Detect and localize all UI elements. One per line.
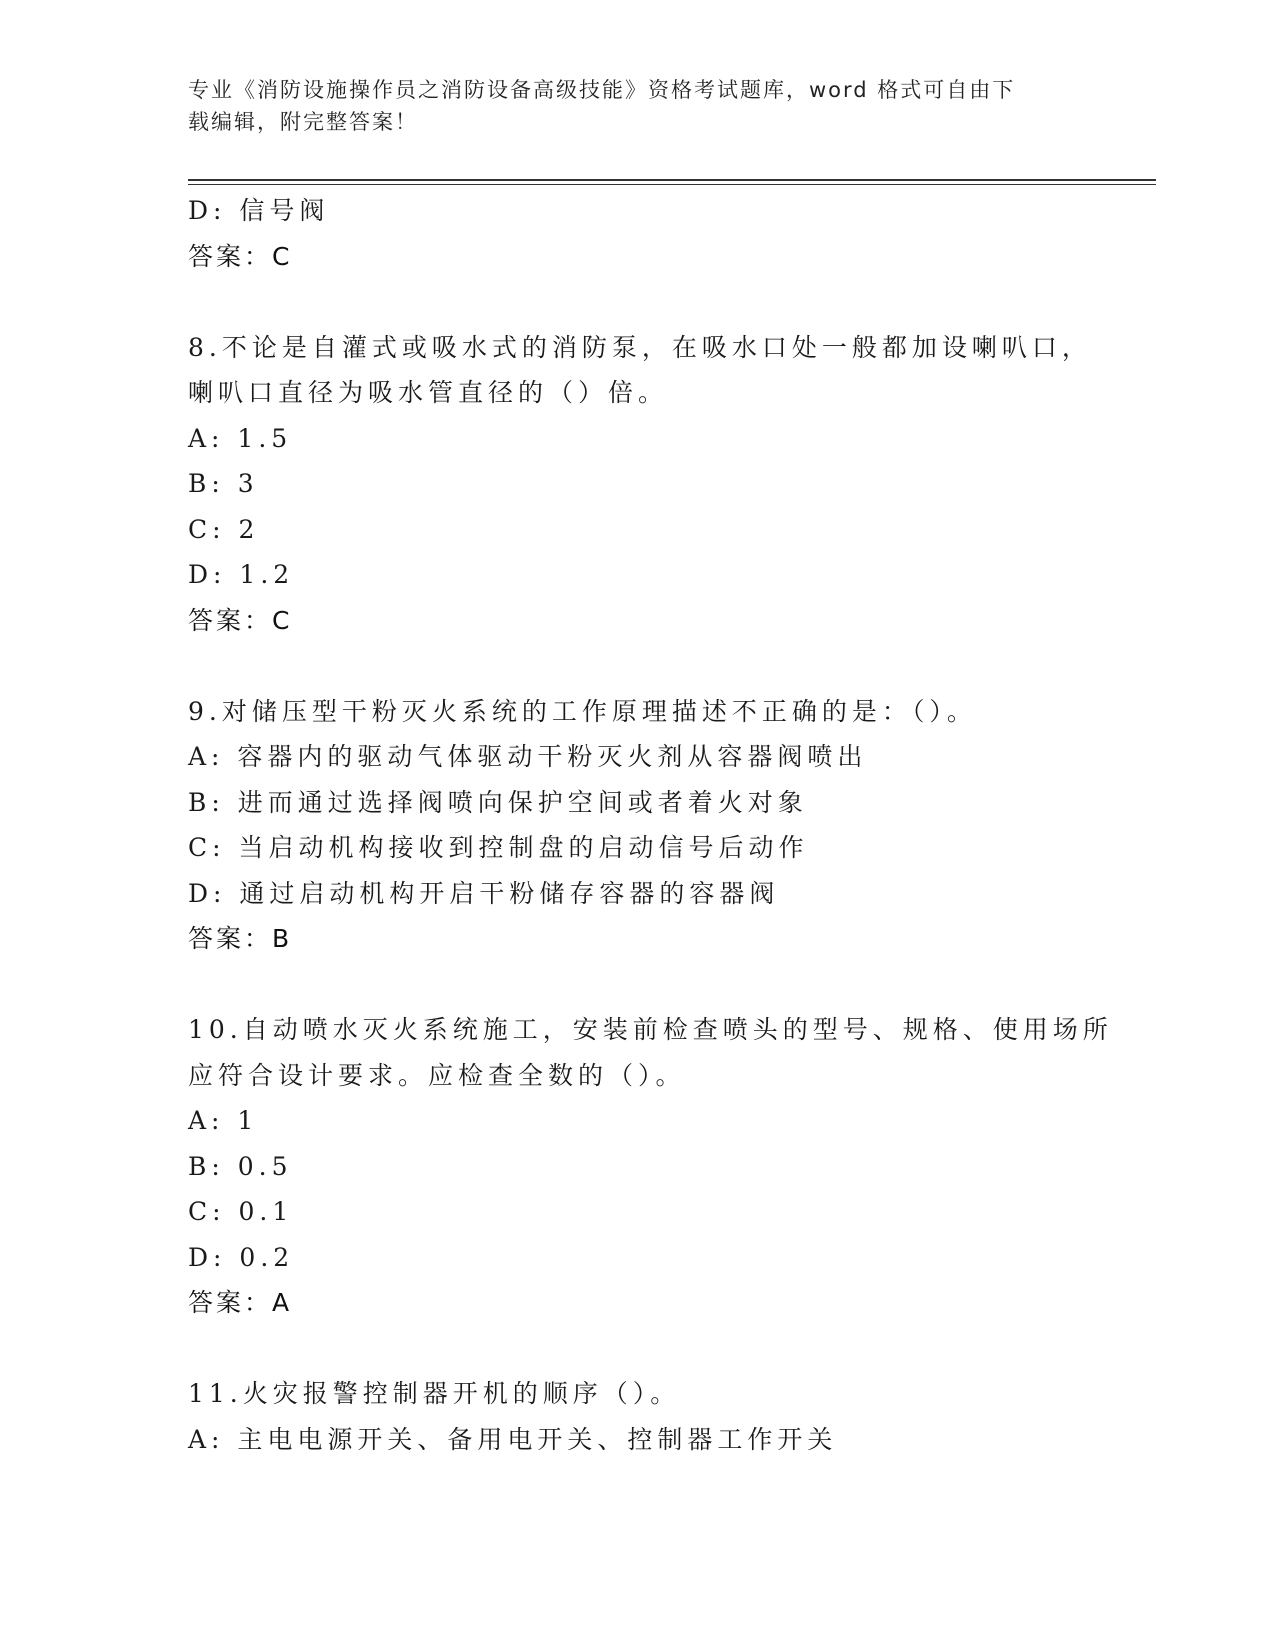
option-b: B: 3 [188,469,259,498]
question-list [188,188,1113,1462]
header-line-2: 载编辑，附完整答案！ [188,110,418,134]
question-stem: 应符合设计要求。应检查全数的（）。 [188,1060,686,1090]
header-line-1: 专业《消防设施操作员之消防设备高级技能》资格考试题库，word 格式可自由下 [188,78,1016,102]
answer: 答案：A [188,1288,293,1317]
option-d: D: 0.2 [188,1242,295,1272]
spacer [188,643,1088,689]
question-stem: 喇叭口直径为吸水管直径的（）倍。 [188,378,669,407]
question-stem: 9.对储压型干粉灭火系统的工作原理描述不正确的是：（）。 [188,696,977,726]
option-d: D: 1.2 [188,560,295,589]
header-rule-thin [188,184,1156,185]
spacer [188,1326,1088,1372]
option-a: A: 1 [188,1106,259,1135]
document-header [188,74,1078,138]
option-c: C: 2 [188,514,260,544]
option-c: C: 0.1 [188,1197,294,1226]
header-rule-thick [188,179,1156,181]
option-a: A: 1.5 [188,423,293,453]
option-b: B: 进而通过选择阀喷向保护空间或者着火对象 [188,787,808,817]
answer: 答案：B [188,924,293,953]
question-stem: 8.不论是自灌式或吸水式的消防泵，在吸水口处一般都加设喇叭口， [188,332,1092,362]
question-9 [188,689,1088,962]
question-8 [188,325,1092,644]
option-d: D: 通过启动机构开启干粉储存容器的容器阀 [188,878,780,908]
spacer [188,962,1088,1008]
option-b: B: 0.5 [188,1151,293,1181]
question-stem: 11.火灾报警控制器开机的顺序（）。 [188,1379,681,1408]
question-11 [188,1371,1088,1462]
question-stem: 10.自动喷水灭火系统施工，安装前检查喷头的型号、规格、使用场所 [188,1015,1113,1044]
option-c: C: 当启动机构接收到控制盘的启动信号后动作 [188,833,809,862]
question-7-answer: 答案：C [188,241,293,271]
spacer [188,279,1088,325]
option-a: A: 主电电源开关、备用电开关、控制器工作开关 [188,1424,838,1454]
answer: 答案：C [188,605,293,635]
option-a: A: 容器内的驱动气体驱动干粉灭火剂从容器阀喷出 [188,742,868,771]
question-7-option-d: D: 信号阀 [188,196,330,225]
question-10 [188,1007,1113,1326]
